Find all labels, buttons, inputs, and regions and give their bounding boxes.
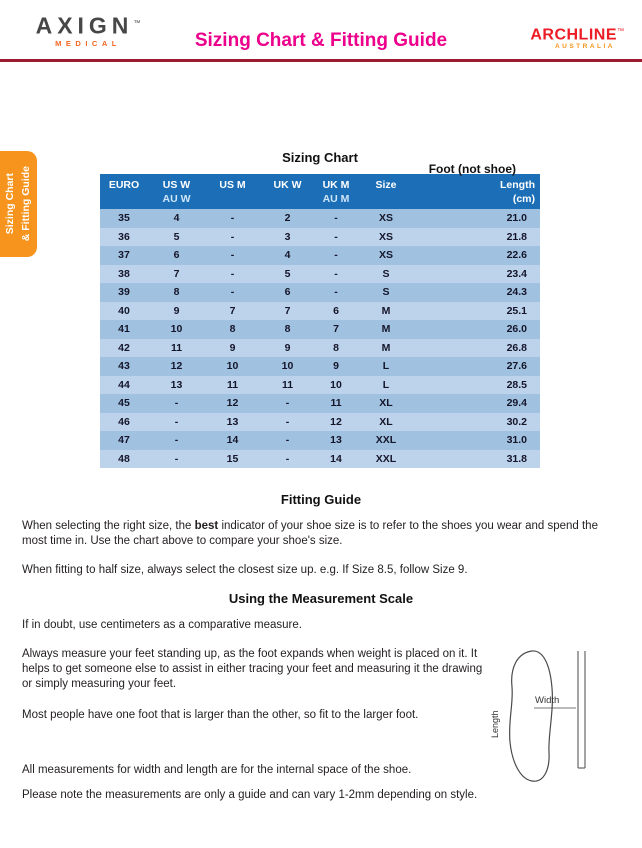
table-cell: 7 (205, 302, 260, 321)
table-cell: 2 (260, 209, 315, 228)
measurement-paragraph-4: All measurements for width and length are for the internal space of the shoe. (22, 764, 412, 776)
table-cell: 14 (205, 431, 260, 450)
table-cell: XS (357, 228, 415, 247)
table-row (100, 394, 540, 413)
header-line1: UK W (273, 179, 302, 191)
table-row (100, 320, 540, 339)
table-cell: XXL (357, 450, 415, 469)
table-cell: XL (357, 413, 415, 432)
table-cell: 30.2 (415, 413, 540, 432)
table-cell: - (260, 394, 315, 413)
table-row (100, 450, 540, 469)
column-header-length (415, 174, 540, 209)
table-cell: 24.3 (415, 283, 540, 302)
table-cell: - (315, 246, 357, 265)
table-row (100, 265, 540, 284)
paragraph-text: When selecting the right size, the (22, 520, 195, 532)
side-tab-sizing-chart (0, 151, 37, 257)
table-cell: 10 (148, 320, 205, 339)
foot-measurement-diagram (490, 646, 602, 788)
table-cell: - (315, 209, 357, 228)
table-cell: 36 (100, 228, 148, 247)
archline-tagline: AUSTRALIA (554, 43, 615, 51)
table-cell: 13 (315, 431, 357, 450)
column-header-size (357, 174, 415, 209)
header-line1: Length (500, 179, 535, 191)
measurement-paragraph-5: Please note the measurements are only a guide and can vary 1-2mm depending on style. (22, 789, 478, 801)
table-cell: 44 (100, 376, 148, 395)
table-cell: 37 (100, 246, 148, 265)
table-cell: M (357, 320, 415, 339)
table-cell: - (148, 431, 205, 450)
table-cell: 26.0 (415, 320, 540, 339)
fitting-guide-paragraph-2: When fitting to half size, always select the closest size up. e.g. If Size 8.5, follow Size 9. (22, 564, 468, 576)
table-cell: 46 (100, 413, 148, 432)
table-cell: 6 (260, 283, 315, 302)
column-header-us-m (205, 174, 260, 209)
axign-tagline: MEDICAL (55, 38, 121, 48)
table-cell: - (205, 265, 260, 284)
measurement-paragraph-3: Most people have one foot that is larger than the other, so fit to the larger foot. (22, 709, 419, 721)
column-header-us-w (148, 174, 205, 209)
table-cell: XS (357, 209, 415, 228)
table-cell: - (148, 413, 205, 432)
header-line1: US W (162, 179, 191, 191)
table-cell: 39 (100, 283, 148, 302)
table-cell: - (148, 394, 205, 413)
side-tab-label-line1: Sizing Chart (3, 173, 16, 235)
table-cell: 13 (148, 376, 205, 395)
table-cell: 11 (205, 376, 260, 395)
table-cell: S (357, 283, 415, 302)
table-cell: M (357, 302, 415, 321)
table-cell: 6 (315, 302, 357, 321)
column-header-uk-m (315, 174, 357, 209)
table-cell: 31.8 (415, 450, 540, 469)
table-cell: 45 (100, 394, 148, 413)
table-cell: S (357, 265, 415, 284)
foot-outline-icon (510, 651, 553, 781)
side-tab-label-line2: & Fitting Guide (19, 166, 32, 242)
table-cell: L (357, 357, 415, 376)
table-cell: 6 (148, 246, 205, 265)
table-cell: 9 (260, 339, 315, 358)
table-row (100, 431, 540, 450)
table-row (100, 339, 540, 358)
column-header-euro (100, 174, 148, 209)
paragraph-bold-text: best (194, 520, 219, 532)
table-cell: 27.6 (415, 357, 540, 376)
table-cell: 35 (100, 209, 148, 228)
table-cell: XL (357, 394, 415, 413)
table-row (100, 302, 540, 321)
sizing-table (100, 174, 540, 468)
table-cell: 12 (205, 394, 260, 413)
sizing-chart-title: Sizing Chart (282, 150, 358, 165)
table-cell: 14 (315, 450, 357, 469)
table-cell: - (315, 265, 357, 284)
table-cell: XS (357, 246, 415, 265)
table-cell: 8 (260, 320, 315, 339)
table-cell: 7 (315, 320, 357, 339)
table-cell: 42 (100, 339, 148, 358)
table-cell: 9 (205, 339, 260, 358)
table-cell: 5 (148, 228, 205, 247)
table-cell: 8 (205, 320, 260, 339)
fitting-guide-paragraph-1 (22, 519, 620, 549)
archline-wordmark (530, 24, 624, 43)
table-cell: - (205, 246, 260, 265)
table-cell: 22.6 (415, 246, 540, 265)
measurement-scale-heading: Using the Measurement Scale (228, 591, 414, 606)
table-cell: 31.0 (415, 431, 540, 450)
table-cell: 21.0 (415, 209, 540, 228)
table-header-row (100, 174, 540, 209)
table-cell: 5 (260, 265, 315, 284)
table-cell: - (260, 450, 315, 469)
table-cell: - (148, 450, 205, 469)
header-line1: US M (219, 179, 246, 191)
width-label: Width (535, 695, 560, 706)
table-row (100, 413, 540, 432)
header-line1: EURO (108, 179, 140, 191)
measurement-paragraph-1: If in doubt, use centimeters as a comparative measure. (22, 619, 302, 631)
table-cell: 38 (100, 265, 148, 284)
table-cell: M (357, 339, 415, 358)
table-cell: 48 (100, 450, 148, 469)
header-line1: UK M (322, 179, 350, 191)
table-cell: 3 (260, 228, 315, 247)
table-cell: 21.8 (415, 228, 540, 247)
table-cell: 23.4 (415, 265, 540, 284)
measurement-paragraph-2: Always measure your feet standing up, as the foot expands when weight is placed on it. It helps to get someone else to assist in either tracing your feet and measuring it the drawing or simply measuring your feet. (22, 648, 483, 690)
sizing-table-header (100, 174, 540, 209)
axign-name: AXIGN (35, 12, 134, 39)
table-cell: 12 (315, 413, 357, 432)
table-row (100, 283, 540, 302)
table-cell: - (205, 228, 260, 247)
header-line1: Size (375, 179, 397, 191)
table-row (100, 228, 540, 247)
page-title: Sizing Chart & Fitting Guide (194, 30, 448, 51)
table-cell: 15 (205, 450, 260, 469)
axign-trademark: ™ (133, 20, 141, 27)
table-cell: 8 (148, 283, 205, 302)
archline-logo (530, 24, 624, 50)
archline-trademark: ™ (617, 28, 624, 35)
table-cell: - (260, 431, 315, 450)
table-cell: 28.5 (415, 376, 540, 395)
table-cell: 9 (315, 357, 357, 376)
table-cell: 11 (148, 339, 205, 358)
table-cell: 7 (148, 265, 205, 284)
table-cell: 11 (260, 376, 315, 395)
table-row (100, 357, 540, 376)
table-cell: L (357, 376, 415, 395)
table-row (100, 209, 540, 228)
table-cell: 4 (260, 246, 315, 265)
table-cell: 40 (100, 302, 148, 321)
table-cell: 4 (148, 209, 205, 228)
table-cell: 13 (205, 413, 260, 432)
header-divider (0, 59, 642, 62)
foot-diagram-svg (490, 646, 602, 788)
table-cell: 47 (100, 431, 148, 450)
table-cell: 25.1 (415, 302, 540, 321)
side-tab-label (3, 166, 35, 241)
table-cell: - (205, 283, 260, 302)
column-header-uk-w (260, 174, 315, 209)
paragraph-text: indicator of your shoe size is to refer to the shoes you wear and spend the most time in. Use the chart above to compare your shoe's size. (22, 520, 598, 547)
table-cell: 12 (148, 357, 205, 376)
header-line2: (cm) (512, 193, 535, 205)
length-label: Length (490, 710, 500, 738)
table-cell: - (260, 413, 315, 432)
foot-not-shoe-note: Foot (not shoe) (428, 162, 516, 176)
table-cell: 7 (260, 302, 315, 321)
table-row (100, 246, 540, 265)
sizing-table-body (100, 209, 540, 468)
table-cell: - (315, 228, 357, 247)
table-cell: XXL (357, 431, 415, 450)
sizing-chart-section (100, 150, 540, 468)
table-cell: 43 (100, 357, 148, 376)
table-cell: 10 (205, 357, 260, 376)
table-cell: 10 (315, 376, 357, 395)
header-line2: AU W (162, 193, 191, 205)
table-cell: 11 (315, 394, 357, 413)
table-cell: 41 (100, 320, 148, 339)
archline-name: ARCHLINE (530, 26, 617, 44)
table-cell: 29.4 (415, 394, 540, 413)
table-cell: 10 (260, 357, 315, 376)
table-cell: 8 (315, 339, 357, 358)
header-line2: AU M (322, 193, 350, 205)
fitting-guide-heading: Fitting Guide (280, 492, 362, 507)
table-cell: 9 (148, 302, 205, 321)
table-cell: 26.8 (415, 339, 540, 358)
table-cell: - (205, 209, 260, 228)
table-row (100, 376, 540, 395)
table-cell: - (315, 283, 357, 302)
